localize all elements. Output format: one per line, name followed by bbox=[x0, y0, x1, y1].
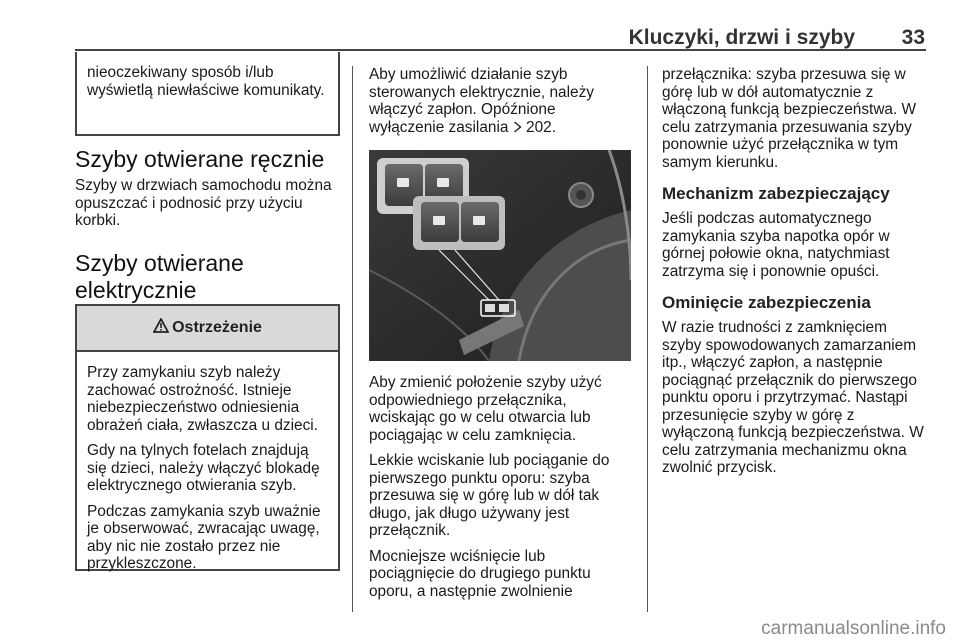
body-paragraph: Aby zmienić położenie szyby użyć odpowiedniego przełącznika, wciskając go w celu otwarcia lub pociągając w celu zamknięcia. bbox=[369, 374, 602, 444]
warning-title: Ostrzeżenie bbox=[172, 319, 262, 336]
watermark: carmanualsonline.info bbox=[761, 618, 946, 639]
column-divider-2 bbox=[647, 66, 648, 612]
continued-note-box bbox=[75, 52, 340, 136]
page-reference-arrow-icon bbox=[513, 120, 522, 138]
continued-note-text: nieoczekiwany sposób i/lub wyświetlą niewłaściwe komunikaty. bbox=[87, 64, 325, 99]
column-divider-1 bbox=[352, 66, 353, 612]
page-header bbox=[75, 26, 925, 48]
section-power-windows bbox=[75, 250, 343, 304]
body-paragraph: Mocniejsze wciśnięcie lub pociągnięcie do drugiego punktu oporu, a następnie zwolnienie bbox=[369, 547, 591, 600]
switch-operation-text bbox=[369, 374, 631, 608]
page-reference: 202. bbox=[526, 118, 556, 136]
warning-box bbox=[75, 304, 340, 571]
window-switch-illustration bbox=[369, 150, 631, 361]
header-rule bbox=[75, 49, 926, 51]
section-heading-line2: elektrycznie bbox=[75, 277, 197, 303]
section-heading-override: Ominięcie zabezpieczenia bbox=[662, 293, 871, 312]
warning-header bbox=[77, 306, 338, 352]
header-title: Kluczyki, drzwi i szyby bbox=[628, 26, 855, 49]
intro-text: Aby umożliwić działanie szyb sterowanych elektrycznie, należy włączyć zapłon. Opóźnione wyłączenie zasilania bbox=[369, 66, 594, 136]
section-body-override: W razie trudności z zamknięciem szyby spowodowanych zamarzaniem itp., włączyć zapłon, a następnie pociągnąć przełącznik do pierwszego punktu oporu i przytrzymać. Nastąpi przesunięcie szyby w górę z wyłączoną funkcją bezpieczeństwa. W celu zatrzymania mechanizmu okna zwolnić przycisk. bbox=[662, 319, 924, 476]
section-heading-line1: Szyby otwierane bbox=[75, 250, 244, 276]
section-body-safety: Jeśli podczas automatycznego zamykania szyba napotka opór w górnej połowie okna, natychmiast zatrzyma się i ponownie opuści. bbox=[662, 210, 890, 280]
warning-paragraph: Przy zamykaniu szyb należy zachować ostrożność. Istnieje niebezpieczeństwo odniesienia obrażeń ciała, zwłaszcza u dzieci. bbox=[87, 364, 318, 434]
warning-paragraph: Podczas zamykania szyb uważnie je obserwować, zwracając uwagę, aby nic nie zostało przez nie przykleszczone. bbox=[87, 502, 321, 572]
warning-body bbox=[77, 352, 338, 573]
section-body: Szyby w drzwiach samochodu można opuszczać i podnosić przy użyciu korbki. bbox=[75, 177, 332, 229]
section-manual-windows bbox=[75, 146, 343, 238]
body-paragraph: przełącznika: szyba przesuwa się w górę lub w dół automatycznie z włączoną funkcją bezpieczeństwa. W celu zatrzymania przesuwania szyby ponownie użyć przełącznika w tym samym kierunku. bbox=[662, 66, 917, 171]
body-paragraph: Lekkie wciskanie lub pociąganie do pierwszego punktu oporu: szyba przesuwa się w górę lub w dół tak długo, jak długo używany jest przełącznik. bbox=[369, 452, 610, 539]
section-heading: Szyby otwierane ręcznie bbox=[75, 146, 325, 172]
warning-paragraph: Gdy na tylnych fotelach znajdują się dzieci, należy włączyć blokadę elektrycznego otwierania szyb. bbox=[87, 442, 320, 494]
page-number: 33 bbox=[901, 26, 925, 49]
warning-triangle-icon bbox=[153, 318, 169, 338]
power-window-intro bbox=[369, 66, 631, 145]
window-switch-drawing bbox=[369, 150, 631, 361]
section-heading-safety: Mechanizm zabezpieczający bbox=[662, 184, 890, 203]
column-three bbox=[662, 66, 928, 485]
